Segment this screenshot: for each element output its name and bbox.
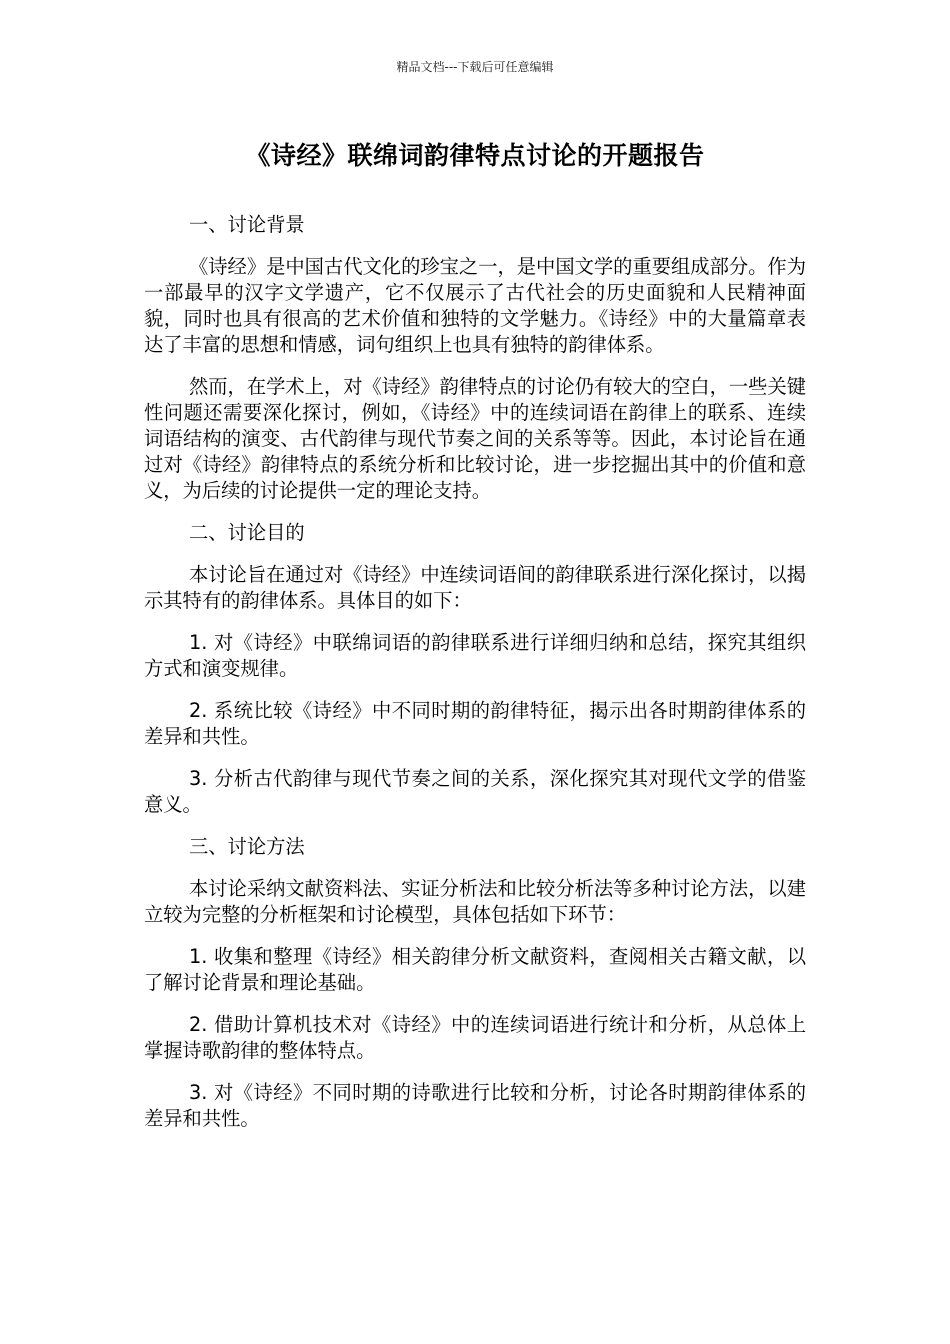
list-item: 1. 收集和整理《诗经》相关韵律分析文献资料，查阅相关古籍文献，以了解讨论背景和理论基础。: [144, 945, 806, 994]
document-body: [144, 212, 806, 1148]
section-heading: 一、讨论背景: [189, 213, 305, 236]
list-item: 3. 分析古代韵律与现代节奏之间的关系，深化探究其对现代文学的借鉴意义。: [144, 767, 806, 816]
list-item: 2. 系统比较《诗经》中不同时期的韵律特征，揭示出各时期韵律体系的差异和共性。: [144, 699, 806, 748]
list-item: 1. 对《诗经》中联绵词语的韵律联系进行详细归纳和总结，探究其组织方式和演变规律。: [144, 631, 806, 680]
body-paragraph: 本讨论旨在通过对《诗经》中连续词语间的韵律联系进行深化探讨，以揭示其特有的韵律体系。具体目的如下：: [144, 563, 806, 612]
body-paragraph: 《诗经》是中国古代文化的珍宝之一，是中国文学的重要组成部分。作为一部最早的汉字文学遗产，它不仅展示了古代社会的历史面貌和人民精神面貌，同时也具有很高的艺术价值和独特的文学魅力。《诗经》中的大量篇章表达了丰富的思想和情感，词句组织上也具有独特的韵律体系。: [144, 255, 806, 356]
document-title: 《诗经》联绵词韵律特点讨论的开题报告: [245, 141, 705, 170]
header-watermark: 精品文档---下载后可任意编辑: [396, 60, 554, 74]
section-heading: 三、讨论方法: [189, 835, 305, 858]
list-item: 2. 借助计算机技术对《诗经》中的连续词语进行统计和分析，从总体上掌握诗歌韵律的整体特点。: [144, 1013, 806, 1062]
body-paragraph: 然而，在学术上，对《诗经》韵律特点的讨论仍有较大的空白，一些关键性问题还需要深化探讨，例如，《诗经》中的连续词语在韵律上的联系、连续词语结构的演变、古代韵律与现代节奏之间的关系等等。因此，本讨论旨在通过对《诗经》韵律特点的系统分析和比较讨论，进一步挖掘出其中的价值和意义，为后续的讨论提供一定的理论支持。: [144, 375, 806, 502]
body-paragraph: 本讨论采纳文献资料法、实证分析法和比较分析法等多种讨论方法，以建立较为完整的分析框架和讨论模型，具体包括如下环节：: [144, 877, 806, 926]
section-heading: 二、讨论目的: [189, 521, 305, 544]
list-item: 3. 对《诗经》不同时期的诗歌进行比较和分析，讨论各时期韵律体系的差异和共性。: [144, 1081, 806, 1130]
